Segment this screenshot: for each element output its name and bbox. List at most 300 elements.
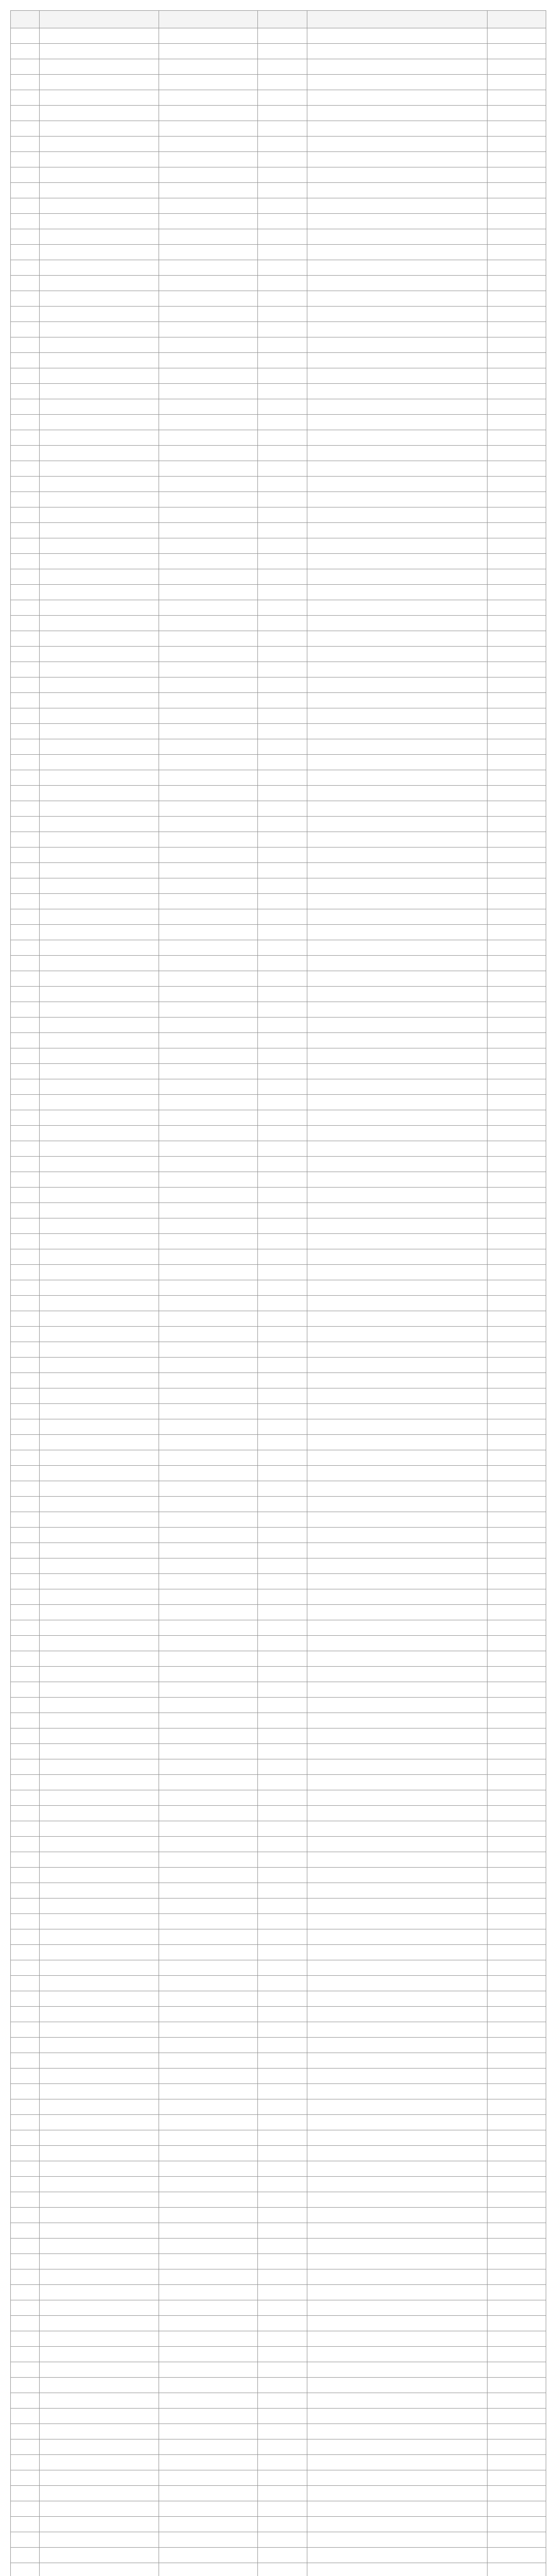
table-cell bbox=[40, 1929, 159, 1945]
table-cell bbox=[307, 2455, 488, 2470]
table-cell bbox=[11, 106, 40, 121]
table-cell bbox=[307, 677, 488, 693]
table-cell bbox=[159, 337, 258, 353]
table-cell bbox=[488, 446, 546, 461]
table-cell bbox=[307, 1373, 488, 1388]
table-cell bbox=[11, 677, 40, 693]
table-cell bbox=[307, 229, 488, 245]
table-cell bbox=[258, 229, 307, 245]
table-cell bbox=[159, 1327, 258, 1342]
table-cell bbox=[488, 1558, 546, 1574]
table-cell bbox=[159, 801, 258, 817]
table-row bbox=[11, 2548, 546, 2563]
table-cell bbox=[159, 1821, 258, 1837]
table-cell bbox=[40, 1883, 159, 1899]
table-row bbox=[11, 384, 546, 399]
table-cell bbox=[258, 1450, 307, 1466]
table-cell bbox=[11, 2347, 40, 2362]
table-row bbox=[11, 2177, 546, 2192]
table-cell bbox=[159, 307, 258, 322]
table-cell bbox=[307, 1327, 488, 1342]
table-cell bbox=[159, 1481, 258, 1497]
table-cell bbox=[11, 1234, 40, 1249]
table-cell bbox=[258, 2053, 307, 2069]
table-cell bbox=[488, 1960, 546, 1976]
table-cell bbox=[40, 28, 159, 44]
table-cell bbox=[307, 245, 488, 260]
table-cell bbox=[258, 2455, 307, 2470]
table-cell bbox=[258, 1079, 307, 1095]
table-cell bbox=[258, 2501, 307, 2517]
table-row bbox=[11, 1806, 546, 1821]
table-cell bbox=[258, 1605, 307, 1620]
table-cell bbox=[159, 2362, 258, 2378]
table-cell bbox=[11, 2501, 40, 2517]
table-cell bbox=[40, 75, 159, 90]
table-cell bbox=[307, 399, 488, 415]
table-cell bbox=[488, 1002, 546, 1018]
table-cell bbox=[11, 2300, 40, 2316]
table-cell bbox=[488, 1141, 546, 1157]
table-cell bbox=[258, 1636, 307, 1651]
table-cell bbox=[40, 1002, 159, 1018]
table-cell bbox=[258, 569, 307, 585]
table-cell bbox=[159, 1188, 258, 1203]
table-cell bbox=[159, 1914, 258, 1929]
table-cell bbox=[11, 1327, 40, 1342]
table-cell bbox=[159, 1667, 258, 1682]
table-cell bbox=[11, 2099, 40, 2115]
table-cell bbox=[40, 461, 159, 477]
table-cell bbox=[40, 1234, 159, 1249]
table-cell bbox=[159, 1744, 258, 1759]
table-cell bbox=[488, 1929, 546, 1945]
table-cell bbox=[258, 2115, 307, 2130]
table-cell bbox=[307, 368, 488, 384]
table-cell bbox=[258, 863, 307, 878]
table-cell bbox=[40, 1048, 159, 1064]
table-cell bbox=[488, 167, 546, 183]
table-cell bbox=[159, 430, 258, 446]
table-cell bbox=[11, 925, 40, 940]
table-cell bbox=[488, 2470, 546, 2486]
table-cell bbox=[307, 863, 488, 878]
table-cell bbox=[159, 662, 258, 677]
table-cell bbox=[307, 1651, 488, 1667]
table-row bbox=[11, 569, 546, 585]
table-cell bbox=[307, 538, 488, 554]
table-cell bbox=[488, 1188, 546, 1203]
table-cell bbox=[258, 662, 307, 677]
table-cell bbox=[258, 1358, 307, 1373]
table-cell bbox=[11, 1574, 40, 1589]
table-cell bbox=[258, 461, 307, 477]
table-cell bbox=[307, 1883, 488, 1899]
table-row bbox=[11, 260, 546, 276]
table-row bbox=[11, 2269, 546, 2285]
table-row bbox=[11, 2331, 546, 2347]
table-row bbox=[11, 1126, 546, 1141]
table-cell bbox=[307, 322, 488, 337]
table-row bbox=[11, 461, 546, 477]
table-cell bbox=[488, 1605, 546, 1620]
table-cell bbox=[307, 569, 488, 585]
table-cell bbox=[11, 1218, 40, 1234]
table-cell bbox=[258, 1497, 307, 1512]
table-cell bbox=[258, 1960, 307, 1976]
table-cell bbox=[40, 2331, 159, 2347]
table-cell bbox=[307, 1682, 488, 1698]
table-cell bbox=[258, 1868, 307, 1883]
table-cell bbox=[11, 260, 40, 276]
table-row bbox=[11, 2378, 546, 2393]
table-row bbox=[11, 987, 546, 1002]
table-cell bbox=[488, 1806, 546, 1821]
table-row bbox=[11, 925, 546, 940]
table-row bbox=[11, 863, 546, 878]
table-cell bbox=[307, 1311, 488, 1327]
table-cell bbox=[159, 1218, 258, 1234]
table-cell bbox=[258, 446, 307, 461]
table-cell bbox=[258, 971, 307, 987]
table-cell bbox=[159, 1651, 258, 1667]
table-cell bbox=[40, 1512, 159, 1528]
table-cell bbox=[307, 1450, 488, 1466]
table-cell bbox=[258, 1373, 307, 1388]
table-cell bbox=[258, 384, 307, 399]
table-cell bbox=[488, 1373, 546, 1388]
table-cell bbox=[488, 1759, 546, 1775]
table-cell bbox=[488, 1620, 546, 1636]
table-cell bbox=[159, 2300, 258, 2316]
table-cell bbox=[307, 461, 488, 477]
table-row bbox=[11, 2239, 546, 2254]
table-cell bbox=[159, 2099, 258, 2115]
table-cell bbox=[258, 121, 307, 137]
table-cell bbox=[159, 2007, 258, 2022]
table-cell bbox=[488, 337, 546, 353]
table-cell bbox=[307, 1404, 488, 1419]
table-cell bbox=[488, 956, 546, 971]
table-cell bbox=[40, 786, 159, 801]
table-cell bbox=[11, 1203, 40, 1218]
table-cell bbox=[40, 739, 159, 755]
table-row bbox=[11, 276, 546, 291]
table-cell bbox=[307, 2470, 488, 2486]
table-cell bbox=[11, 1620, 40, 1636]
table-cell bbox=[488, 1388, 546, 1404]
table-cell bbox=[40, 708, 159, 724]
table-cell bbox=[307, 987, 488, 1002]
table-cell bbox=[159, 2378, 258, 2393]
table-row bbox=[11, 1528, 546, 1543]
table-cell bbox=[11, 121, 40, 137]
table-cell bbox=[488, 2038, 546, 2053]
table-cell bbox=[307, 925, 488, 940]
table-cell bbox=[488, 2347, 546, 2362]
table-cell bbox=[159, 183, 258, 198]
table-cell bbox=[258, 2161, 307, 2177]
table-row bbox=[11, 2254, 546, 2269]
table-cell bbox=[40, 2409, 159, 2424]
table-cell bbox=[11, 2239, 40, 2254]
table-cell bbox=[40, 2362, 159, 2378]
table-header-row bbox=[11, 11, 546, 28]
table-cell bbox=[11, 1868, 40, 1883]
table-cell bbox=[11, 940, 40, 956]
table-cell bbox=[307, 1558, 488, 1574]
table-row bbox=[11, 121, 546, 137]
table-cell bbox=[258, 1419, 307, 1435]
table-cell bbox=[258, 1744, 307, 1759]
table-cell bbox=[258, 1698, 307, 1713]
table-cell bbox=[307, 1775, 488, 1790]
table-cell bbox=[40, 2239, 159, 2254]
table-row bbox=[11, 106, 546, 121]
table-cell bbox=[258, 848, 307, 863]
table-cell bbox=[488, 1280, 546, 1296]
table-cell bbox=[40, 1327, 159, 1342]
table-cell bbox=[40, 1280, 159, 1296]
table-row bbox=[11, 1636, 546, 1651]
table-cell bbox=[11, 971, 40, 987]
table-cell bbox=[159, 1698, 258, 1713]
table-cell bbox=[11, 1342, 40, 1358]
table-cell bbox=[159, 1574, 258, 1589]
table-cell bbox=[11, 152, 40, 167]
table-cell bbox=[307, 1079, 488, 1095]
table-cell bbox=[307, 2192, 488, 2208]
table-cell bbox=[258, 1048, 307, 1064]
table-cell bbox=[11, 1033, 40, 1048]
table-cell bbox=[307, 1837, 488, 1852]
table-cell bbox=[307, 1589, 488, 1605]
table-cell bbox=[488, 245, 546, 260]
table-row bbox=[11, 2115, 546, 2130]
table-cell bbox=[307, 2316, 488, 2331]
table-cell bbox=[40, 925, 159, 940]
table-cell bbox=[258, 1033, 307, 1048]
table-cell bbox=[11, 1914, 40, 1929]
table-cell bbox=[11, 2378, 40, 2393]
table-row bbox=[11, 152, 546, 167]
table-cell bbox=[11, 832, 40, 848]
table-cell bbox=[40, 1388, 159, 1404]
table-cell bbox=[488, 2455, 546, 2470]
table-cell bbox=[307, 1234, 488, 1249]
table-cell bbox=[40, 1667, 159, 1682]
table-cell bbox=[488, 1218, 546, 1234]
table-cell bbox=[40, 1852, 159, 1868]
table-cell bbox=[307, 1048, 488, 1064]
table-row bbox=[11, 1790, 546, 1806]
table-cell bbox=[307, 1574, 488, 1589]
table-row bbox=[11, 1141, 546, 1157]
table-cell bbox=[11, 2532, 40, 2548]
table-cell bbox=[11, 817, 40, 832]
table-cell bbox=[307, 848, 488, 863]
table-cell bbox=[258, 585, 307, 600]
table-cell bbox=[307, 693, 488, 708]
table-row bbox=[11, 368, 546, 384]
table-cell bbox=[11, 368, 40, 384]
table-row bbox=[11, 1435, 546, 1450]
table-cell bbox=[307, 1605, 488, 1620]
table-row bbox=[11, 1821, 546, 1837]
table-cell bbox=[40, 677, 159, 693]
table-row bbox=[11, 677, 546, 693]
table-cell bbox=[307, 260, 488, 276]
table-cell bbox=[40, 1605, 159, 1620]
table-cell bbox=[40, 1759, 159, 1775]
table-cell bbox=[40, 446, 159, 461]
table-cell bbox=[307, 616, 488, 631]
table-cell bbox=[11, 28, 40, 44]
table-cell bbox=[258, 708, 307, 724]
table-cell bbox=[40, 2022, 159, 2038]
table-cell bbox=[40, 2007, 159, 2022]
table-cell bbox=[11, 1899, 40, 1914]
table-cell bbox=[11, 1651, 40, 1667]
table-cell bbox=[488, 940, 546, 956]
table-cell bbox=[307, 1976, 488, 1991]
table-cell bbox=[11, 2115, 40, 2130]
table-cell bbox=[159, 1141, 258, 1157]
table-cell bbox=[307, 2208, 488, 2223]
table-cell bbox=[40, 183, 159, 198]
table-cell bbox=[40, 2486, 159, 2501]
table-row bbox=[11, 1698, 546, 1713]
table-cell bbox=[488, 647, 546, 662]
table-cell bbox=[40, 2161, 159, 2177]
table-cell bbox=[488, 276, 546, 291]
table-cell bbox=[11, 2022, 40, 2038]
table-cell bbox=[159, 1868, 258, 1883]
table-cell bbox=[258, 2470, 307, 2486]
table-cell bbox=[11, 229, 40, 245]
table-cell bbox=[307, 770, 488, 786]
table-cell bbox=[307, 2378, 488, 2393]
table-cell bbox=[40, 631, 159, 647]
table-cell bbox=[11, 1373, 40, 1388]
table-row bbox=[11, 446, 546, 461]
table-row bbox=[11, 878, 546, 894]
table-row bbox=[11, 1280, 546, 1296]
table-cell bbox=[307, 2254, 488, 2269]
table-cell bbox=[40, 59, 159, 75]
table-cell bbox=[40, 1728, 159, 1744]
table-cell bbox=[488, 801, 546, 817]
column-header-detail bbox=[307, 11, 488, 28]
table-cell bbox=[40, 1574, 159, 1589]
table-cell bbox=[307, 1095, 488, 1110]
table-cell bbox=[159, 260, 258, 276]
table-row bbox=[11, 2084, 546, 2099]
table-cell bbox=[258, 1296, 307, 1311]
table-row bbox=[11, 28, 546, 44]
table-cell bbox=[307, 2069, 488, 2084]
table-cell bbox=[159, 1991, 258, 2007]
table-cell bbox=[258, 1899, 307, 1914]
table-cell bbox=[258, 1188, 307, 1203]
table-cell bbox=[488, 724, 546, 739]
table-cell bbox=[159, 2424, 258, 2439]
table-row bbox=[11, 2316, 546, 2331]
table-row bbox=[11, 1497, 546, 1512]
table-cell bbox=[40, 2053, 159, 2069]
table-cell bbox=[488, 2053, 546, 2069]
table-cell bbox=[11, 1945, 40, 1960]
table-cell bbox=[11, 1589, 40, 1605]
table-cell bbox=[307, 909, 488, 925]
table-cell bbox=[307, 2038, 488, 2053]
table-row bbox=[11, 399, 546, 415]
table-cell bbox=[40, 2517, 159, 2532]
table-cell bbox=[40, 1018, 159, 1033]
table-cell bbox=[258, 276, 307, 291]
table-cell bbox=[11, 770, 40, 786]
table-cell bbox=[258, 1558, 307, 1574]
table-row bbox=[11, 940, 546, 956]
table-cell bbox=[11, 2393, 40, 2409]
table-cell bbox=[40, 1419, 159, 1435]
table-cell bbox=[40, 1435, 159, 1450]
table-cell bbox=[40, 322, 159, 337]
table-cell bbox=[488, 368, 546, 384]
table-cell bbox=[40, 832, 159, 848]
table-cell bbox=[488, 1079, 546, 1095]
table-row bbox=[11, 2285, 546, 2300]
table-row bbox=[11, 2053, 546, 2069]
table-cell bbox=[488, 1682, 546, 1698]
table-cell bbox=[258, 1806, 307, 1821]
table-row bbox=[11, 337, 546, 353]
table-cell bbox=[11, 1775, 40, 1790]
table-cell bbox=[11, 1481, 40, 1497]
table-cell bbox=[159, 1079, 258, 1095]
table-cell bbox=[159, 832, 258, 848]
table-cell bbox=[40, 2378, 159, 2393]
table-cell bbox=[40, 1744, 159, 1759]
table-cell bbox=[11, 2409, 40, 2424]
table-cell bbox=[159, 693, 258, 708]
table-row bbox=[11, 1929, 546, 1945]
table-cell bbox=[488, 971, 546, 987]
table-row bbox=[11, 2486, 546, 2501]
table-cell bbox=[307, 1991, 488, 2007]
table-cell bbox=[258, 1203, 307, 1218]
table-row bbox=[11, 1945, 546, 1960]
table-cell bbox=[488, 1249, 546, 1265]
table-cell bbox=[258, 2084, 307, 2099]
table-cell bbox=[11, 1543, 40, 1558]
table-cell bbox=[159, 368, 258, 384]
table-cell bbox=[258, 1388, 307, 1404]
table-cell bbox=[258, 106, 307, 121]
table-cell bbox=[11, 2548, 40, 2563]
table-cell bbox=[159, 585, 258, 600]
table-cell bbox=[159, 1172, 258, 1188]
table-cell bbox=[159, 538, 258, 554]
table-row bbox=[11, 1079, 546, 1095]
table-cell bbox=[307, 2223, 488, 2239]
table-cell bbox=[488, 1327, 546, 1342]
table-cell bbox=[307, 755, 488, 770]
table-cell bbox=[40, 2285, 159, 2300]
table-cell bbox=[307, 1759, 488, 1775]
table-cell bbox=[159, 1636, 258, 1651]
table-cell bbox=[258, 2099, 307, 2115]
